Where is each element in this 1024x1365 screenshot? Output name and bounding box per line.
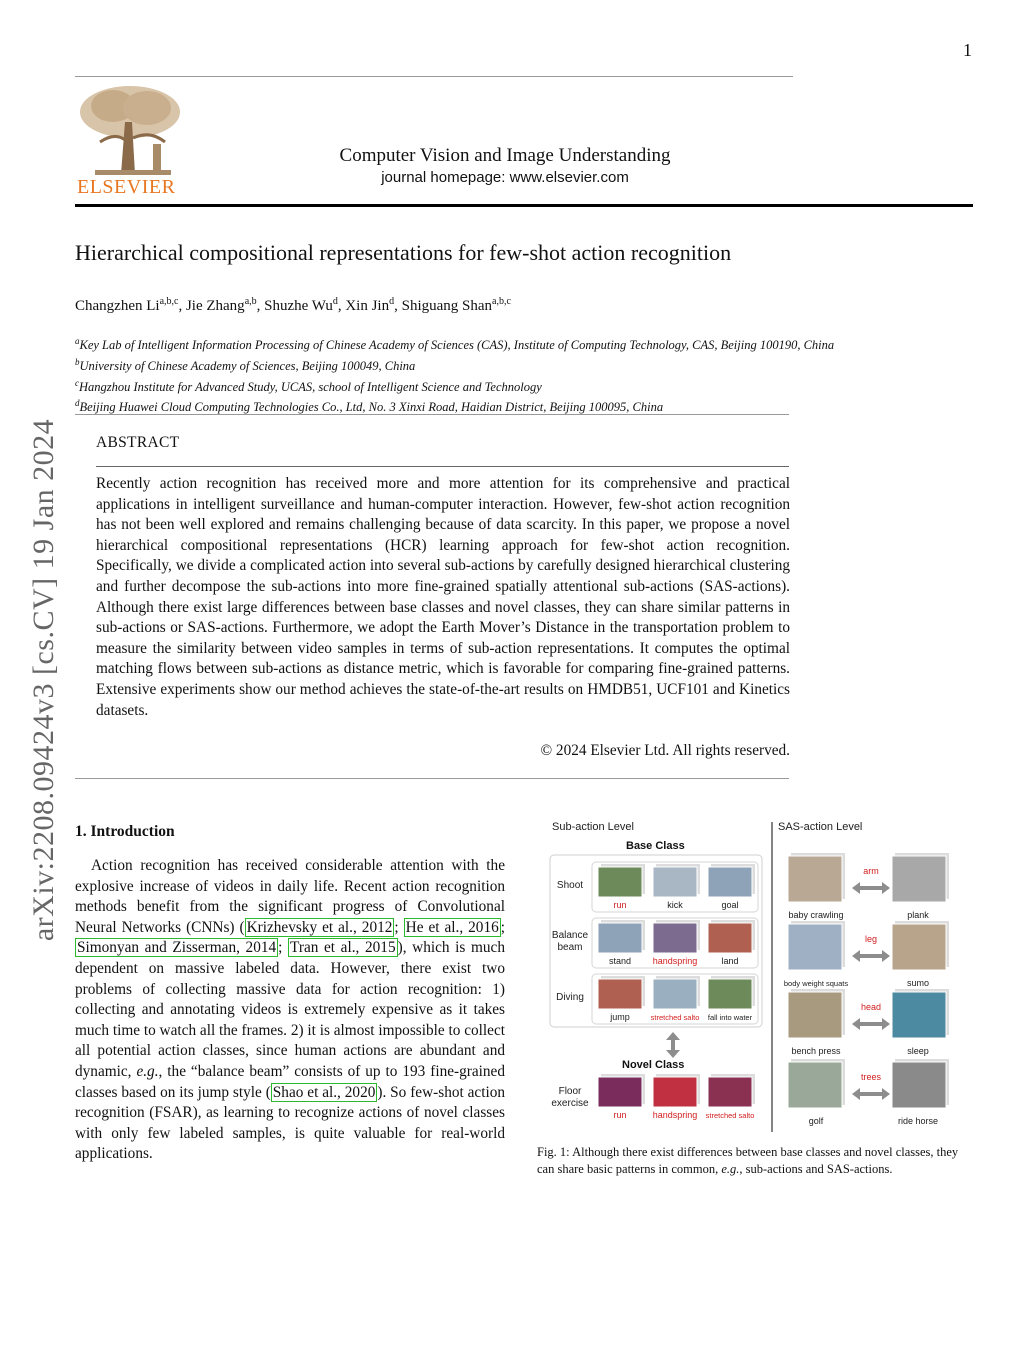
intro-text: ; — [278, 939, 289, 957]
author-affil-mark: a,b,c — [492, 296, 511, 307]
abstract-rule-bottom — [75, 778, 789, 779]
fig-row-label: exercise — [551, 1098, 589, 1109]
double-arrow-icon — [852, 1018, 890, 1030]
affil-mark: d — [75, 398, 80, 409]
copyright-line: © 2024 Elsevier Ltd. All rights reserved. — [540, 742, 790, 759]
citation-link[interactable]: Krizhevsky et al., 2012 — [246, 918, 393, 936]
affil-mark: a — [75, 336, 80, 346]
figure-1-graphic — [540, 814, 972, 1134]
journal-title: Computer Vision and Image Understanding — [339, 145, 671, 166]
author-affil-mark: a,b — [244, 296, 257, 307]
video-frame — [598, 867, 642, 897]
affil-text: Hangzhou Institute for Advanced Study, UCAS, school of Intelligent Science and Technology — [79, 379, 542, 394]
fig-sas-label: body weight squats — [783, 979, 849, 988]
author-name: Shiguang Shan — [401, 298, 493, 314]
double-arrow-icon — [852, 950, 890, 962]
fig-row-label: Balance — [551, 930, 589, 941]
video-frame — [653, 979, 697, 1009]
section-heading: 1. Introduction — [75, 823, 175, 840]
figure-caption — [537, 1144, 969, 1178]
affil-text: Beijing Huawei Cloud Computing Technologies Co., Ltd, No. 3 Xinxi Road, Haidian District, Beijing 100095, China — [79, 400, 664, 415]
abstract-rule-inner — [96, 466, 789, 467]
video-frame — [653, 867, 697, 897]
video-frame — [653, 1077, 697, 1107]
author-affil-mark: d — [332, 296, 338, 307]
affil-mark: b — [75, 356, 80, 367]
fig-subaction-label: land — [721, 956, 739, 966]
video-frame — [892, 992, 946, 1038]
intro-text: ), which is much dependent on massive labeled data. However, there exist two problems of collecting massive data for action recognition: 1) collecting and annotating videos is extremely expensive as it takes much time to watch all the frames. 2) it is almost impossible to collect all potential action classes, since human actions are abundant and dynamic, — [75, 939, 505, 1080]
video-frame — [788, 992, 842, 1038]
introduction-paragraph — [75, 856, 505, 1165]
fig-subaction-label: handspring — [652, 1110, 698, 1120]
journal-header — [205, 145, 805, 186]
header-rule — [75, 76, 793, 77]
fig-updown-arrow-icon — [666, 1032, 680, 1058]
double-arrow-icon — [852, 882, 890, 894]
intro-text: ; — [394, 918, 404, 936]
affil-mark: c — [75, 377, 79, 388]
fig-subaction-label: run — [613, 1110, 627, 1120]
affil-text: Key Lab of Intelligent Information Processing of Chinese Academy of Sciences (CAS), Institute of Computing Technology, CAS, Beijing 100190, China — [79, 338, 835, 353]
journal-homepage: journal homepage: www.elsevier.com — [381, 169, 629, 186]
fig-subaction-label: stretched salto — [650, 1013, 700, 1022]
fig-subaction-label: jump — [610, 1012, 630, 1022]
elsevier-logo — [75, 82, 187, 200]
affil-text: University of Chinese Academy of Sciences, Beijing 100049, China — [79, 358, 416, 373]
fig-subaction-label: kick — [667, 900, 683, 910]
video-frame — [708, 867, 752, 897]
citation-link[interactable]: Tran et al., 2015 — [290, 939, 396, 957]
fig-base-title: Base Class — [626, 840, 685, 852]
video-frame — [892, 924, 946, 970]
fig-part-label: trees — [860, 1072, 882, 1082]
fig-part-label: head — [860, 1002, 882, 1012]
figure-1 — [540, 814, 972, 1134]
fig-sas-label: golf — [808, 1116, 824, 1126]
video-frame — [788, 1062, 842, 1108]
author-name: Jie Zhang — [185, 298, 245, 314]
fig-row-label: Diving — [556, 992, 584, 1003]
author-affil-mark: d — [389, 296, 395, 307]
intro-text: e.g. — [136, 1062, 159, 1080]
video-frame — [708, 1077, 752, 1107]
fig-row-label: beam — [557, 942, 583, 953]
fig-subaction-label: run — [613, 900, 627, 910]
fig-sas-label: sumo — [906, 978, 930, 988]
fig-sas-label: sleep — [907, 1046, 929, 1056]
video-frame — [598, 923, 642, 953]
video-frame — [598, 979, 642, 1009]
masthead-rule — [75, 204, 973, 207]
citation-link[interactable]: Simonyan and Zisserman, 2014 — [77, 939, 277, 957]
video-frame — [598, 1077, 642, 1107]
affiliation-line — [75, 395, 834, 416]
fig-novel-title: Novel Class — [622, 1059, 685, 1071]
author-name: Shuzhe Wu — [264, 298, 333, 314]
video-frame — [892, 1062, 946, 1108]
fig-row-label: Shoot — [556, 880, 584, 891]
fig-sas-label: bench press — [791, 1046, 841, 1056]
affiliation-line — [75, 354, 834, 375]
video-frame — [653, 923, 697, 953]
publisher-name: ELSEVIER — [77, 176, 176, 198]
fig-subaction-label: handspring — [652, 956, 698, 966]
author-affil-mark: a,b,c — [159, 296, 179, 307]
citation-link[interactable]: Shao et al., 2020 — [272, 1083, 376, 1101]
fig-subaction-label: stand — [608, 956, 632, 966]
author-name: Changzhen Li — [75, 298, 160, 314]
caption-text: , sub-actions and SAS-actions. — [739, 1162, 893, 1176]
abstract-heading: ABSTRACT — [96, 434, 180, 451]
intro-text: , the “balance beam” consists of up to 193 fine-grained classes based on its jump style ( — [75, 1062, 505, 1101]
intro-text: ; — [500, 918, 506, 936]
affiliation-line — [75, 375, 834, 396]
fig-subaction-label: stretched salto — [705, 1111, 755, 1120]
video-frame — [892, 856, 946, 902]
intro-text: ). So few-shot action recognition (FSAR), as learning to recognize actions of novel classes with only few labeled samples, is quite valuable for real-world applications. — [75, 1083, 506, 1163]
caption-text: Fig. 1: Although there exist differences between base classes and novel classes, they can share basic patterns in common, — [537, 1145, 959, 1176]
intro-text: Action recognition has received considerable attention with the explosive increase of videos in daily life. Recent action recognition methods benefit from the significant progress of Convolutional Neural Networks (CNNs) ( — [75, 857, 505, 936]
video-frame — [708, 923, 752, 953]
abstract-rule-top — [75, 414, 789, 415]
video-frame — [708, 979, 752, 1009]
fig-part-label: leg — [864, 934, 878, 944]
fig-sas-label: baby crawling — [788, 910, 844, 920]
author-name: Xin Jin — [345, 298, 390, 314]
fig-row-label: Floor — [558, 1086, 582, 1097]
video-frame — [788, 856, 842, 902]
video-frame — [788, 924, 842, 970]
author-list: Changzhen Li$^{a,b,c}$, Jie Zhang$^{a,b}$, Shuzhe Wu$^d$, Xin Jin$^d$, Shiguang Shan$^{a,b,c}$ — [75, 296, 511, 314]
fig-left-header: Sub-action Level — [552, 821, 634, 833]
affiliations — [75, 333, 834, 416]
page-number: 1 — [963, 40, 972, 60]
fig-sas-label: plank — [907, 910, 929, 920]
citation-link[interactable]: He et al., 2016 — [405, 918, 499, 936]
double-arrow-icon — [852, 1088, 890, 1100]
arxiv-stamp-text: arXiv:2208.09424v3 [cs.CV] 19 Jan 2024 — [27, 418, 60, 942]
affiliation-line — [75, 333, 834, 354]
abstract-text: Recently action recognition has received more and more attention for its comprehensive and practical applications in intelligent surveillance and human-computer interaction. However, few-shot action recognition has not been well explored and remains challenging because of data scarcity. In this paper, we propose a novel hierarchical compositional representations (HCR) learning approach for few-shot action recognition. Specifically, we divide a complicated action into several sub-actions by carefully designed hierarchical clustering and further decompose the sub-actions into more fine-grained spatially attentional sub-actions (SAS-actions). Although there exist large differences between base classes and novel classes, they can share similar patterns in sub-actions or SAS-actions. Furthermore, we adopt the Earth Mover’s Distance in the transportation problem to measure the similarity between video samples in terms of sub-action representations. It computes the optimal matching flows between sub-actions as distance metric, which is favorable for comparing fine-grained patterns. Extensive experiments show our method achieves the state-of-the-art results on HMDB51, UCF101 and Kinetics datasets. — [96, 475, 790, 719]
fig-subaction-label: goal — [721, 900, 739, 910]
fig-sas-label: ride horse — [897, 1116, 939, 1126]
caption-text: e.g. — [721, 1162, 740, 1176]
fig-right-header: SAS-action Level — [778, 821, 863, 833]
paper-title: Hierarchical compositional representations for few-shot action recognition — [75, 240, 732, 265]
fig-subaction-label: fall into water — [707, 1013, 753, 1022]
fig-part-label: arm — [863, 866, 879, 876]
arxiv-stamp — [16, 380, 72, 980]
